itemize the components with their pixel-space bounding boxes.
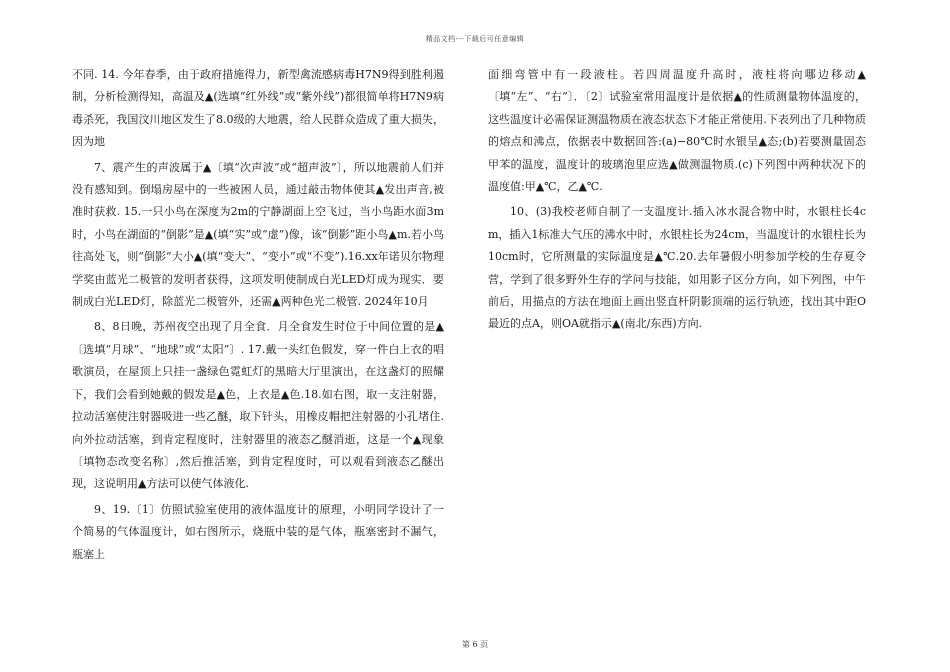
paragraph: 8、8日晚，苏州夜空出现了月全食．月全食发生时位于中间位置的是▲〔选填“月球”、“地球”或“太阳”〕. 17.戴一头红色假发，穿一件白上衣的唱歌演员，在屋顶上只挂一盏绿色霓虹灯的黑暗大厅里演出，在这盏灯的照耀下，我们会看到她戴的假发是▲色，上衣是▲色.18.如右图，取一支注射器，拉动活塞使注射器吸进一些乙醚，取下针头，用橡皮帽把注射器的小孔堵住.向外拉动活塞，到肯定程度时，注射器里的液态乙醚消逝，这是一个▲现象〔填物态改变名称〕,然后推活塞，到肯定程度时，可以观看到液态乙醚出现，这说明用▲方法可以使气体液化. (72, 320, 444, 491)
paragraph: 10、(3)我校老师自制了一支温度计.插入冰水混合物中时，水银柱长4cm，插入1标准大气压的沸水中时，水银柱长为24cm，当温度计的水银柱长为10cm时，它所测量的实际温度是▲℃.20.去年暑假小明参加学校的生存夏令营，学到了很多野外生存的学问与技能，如用影子区分方向，如下列图，中午前后，用描点的方法在地面上画出竖直杆阴影顶端的运行轨迹，找出其中距O最近的点A，则OA就指示▲(南北/东西)方向. (488, 205, 867, 331)
right-column (488, 64, 866, 339)
page-number: 第 6 页 (461, 640, 489, 649)
left-column (72, 64, 444, 569)
paragraph: 9、19.〔1〕仿照试验室使用的液体温度计的原理，小明同学设计了一个简易的气体温度计，如右图所示，烧瓶中装的是气体，瓶塞密封不漏气，瓶塞上 (72, 502, 444, 561)
paragraph: 面细弯管中有一段液柱。若四周温度升高时，液柱将向哪边移动▲〔填“左”、“右”〕．〔2〕试验室常用温度计是依据▲的性质测量物体温度的，这些温度计必需保证测温物质在液态状态下才能正常使用.下表列出了几种物质的熔点和沸点，依据表中数据回答:(a)−80℃时水银呈▲态;(b)若要测量固态甲苯的温度，温度计的玻璃泡里应选▲做测温物质.(c)下列图中两种状况下的温度值:甲▲℃，乙▲℃. (488, 68, 866, 194)
paragraph: 7、震产生的声波属于▲〔填“次声波”或“超声波”〕，所以地震前人们并没有感知到。倒塌房屋中的一些被困人员，通过敲击物体使其▲发出声音,被准时获救. 15.一只小鸟在深度为2m的宁静湖面上空飞过，当小鸟距水面3m时，小鸟在湖面的“倒影”是▲(填“实”或“虚”)像，该“倒影”距小鸟▲m.若小鸟往高处飞，则“倒影”大小▲(填“变大”、“变小”或“不变”).16.xx年诺贝尔物理学奖由蓝光二极管的发明者获得，这项发明使制成白光LED灯成为现实．要制成白光LED灯，除蓝光二极管外，还需▲两种色光二极管. 2024年10月 (72, 160, 444, 309)
paragraph: 不同. 14. 今年春季，由于政府措施得力，新型禽流感病毒H7N9得到胜利遏制，分析检测得知，高温及▲(选填“红外线”或“紫外线”)都很简单将H7N9病毒杀死，我国汶川地区发生了8.0级的大地震，给人民群众造成了重大损失，因为地 (72, 68, 444, 149)
page-header: 精品文档---下载后可任意编辑 (425, 35, 525, 43)
